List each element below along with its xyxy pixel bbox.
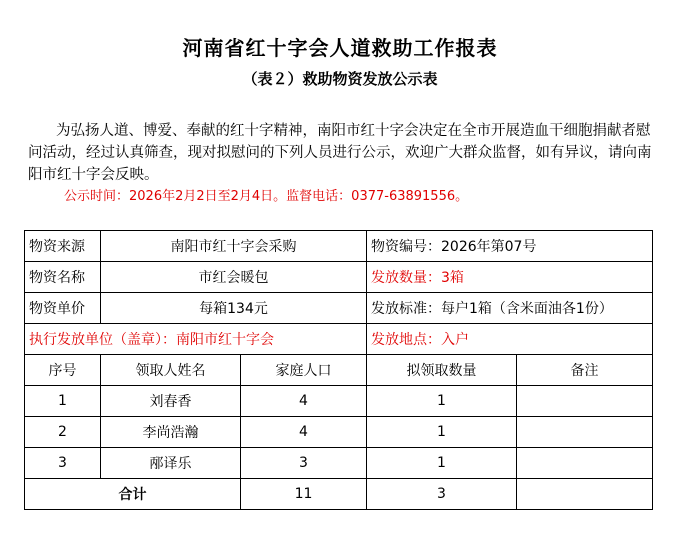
table-row <box>25 386 653 417</box>
row-qty: 1 <box>367 448 517 479</box>
qty-label: 发放数量：3箱 <box>367 262 653 293</box>
row-no: 3 <box>25 448 101 479</box>
row-note <box>517 417 653 448</box>
total-label: 合计 <box>25 479 241 510</box>
info-row-price <box>25 293 653 324</box>
row-name: 刘春香 <box>101 386 241 417</box>
total-qty: 3 <box>367 479 517 510</box>
intro-text: 为弘扬人道、博爱、奉献的红十字精神，南阳市红十字会决定在全市开展造血干细胞捐献者慰问活动，经过认真筛查，现对拟慰问的下列人员进行公示，欢迎广大群众监督，如有异议，请向南阳市红十字会反映。 <box>28 123 652 183</box>
info-row-source <box>25 231 653 262</box>
name-value: 市红会暖包 <box>101 262 367 293</box>
table-row <box>25 448 653 479</box>
header-note: 备注 <box>517 355 653 386</box>
notice-text: 公示时间：2026年2月2日至2月4日。监督电话：0377-63891556。 <box>64 189 469 204</box>
header-qty: 拟领取数量 <box>367 355 517 386</box>
row-name: 邴译乐 <box>101 448 241 479</box>
source-label: 物资来源 <box>25 231 101 262</box>
row-name: 李尚浩瀚 <box>101 417 241 448</box>
row-no: 2 <box>25 417 101 448</box>
code-label: 物资编号：2026年第07号 <box>367 231 653 262</box>
total-row <box>25 479 653 510</box>
info-row-name <box>25 262 653 293</box>
header-name: 领取人姓名 <box>101 355 241 386</box>
page-title: 河南省红十字会人道救助工作报表 <box>182 36 498 60</box>
page-subtitle: （表２）救助物资发放公示表 <box>242 70 438 88</box>
total-note <box>517 479 653 510</box>
row-family: 3 <box>241 448 367 479</box>
info-row-executor <box>25 324 653 355</box>
row-family: 4 <box>241 386 367 417</box>
row-qty: 1 <box>367 417 517 448</box>
total-family: 11 <box>241 479 367 510</box>
name-label: 物资名称 <box>25 262 101 293</box>
location-label: 发放地点：入户 <box>367 324 653 355</box>
row-note <box>517 386 653 417</box>
standard-label: 发放标准：每户1箱（含米面油各1份） <box>367 293 653 324</box>
source-value: 南阳市红十字会采购 <box>101 231 367 262</box>
price-value: 每箱134元 <box>101 293 367 324</box>
table-row <box>25 417 653 448</box>
intro-paragraph <box>28 120 656 186</box>
table-header-row <box>25 355 653 386</box>
row-qty: 1 <box>367 386 517 417</box>
price-label: 物资单价 <box>25 293 101 324</box>
row-family: 4 <box>241 417 367 448</box>
distribution-table <box>24 230 653 510</box>
header-no: 序号 <box>25 355 101 386</box>
row-no: 1 <box>25 386 101 417</box>
header-family: 家庭人口 <box>241 355 367 386</box>
executor-label: 执行发放单位（盖章）：南阳市红十字会 <box>25 324 367 355</box>
row-note <box>517 448 653 479</box>
